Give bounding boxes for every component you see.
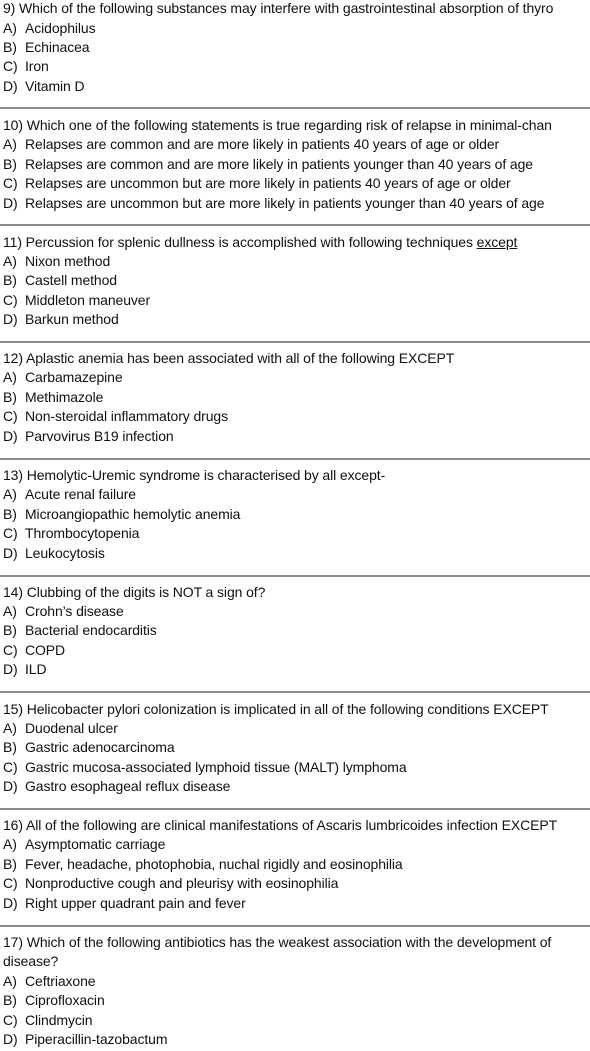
option-c (3, 758, 407, 778)
question-divider (0, 458, 590, 460)
option-text: Ciprofloxacin (25, 992, 105, 1008)
option-letter: D) (3, 311, 18, 327)
option-letter: A) (3, 369, 17, 385)
option-letter: C) (3, 875, 18, 891)
option-text: Acidophilus (25, 20, 96, 36)
option-c (3, 641, 65, 661)
option-text: Acute renal failure (25, 486, 136, 502)
option-c (3, 524, 139, 544)
option-letter: B) (3, 622, 17, 638)
option-letter: C) (3, 1012, 18, 1028)
option-text: Relapses are common and are more likely in patients 40 years of age or older (25, 136, 500, 152)
option-a (3, 719, 118, 739)
option-text: Right upper quadrant pain and fever (25, 895, 246, 911)
question-divider (0, 925, 590, 927)
option-text: Bacterial endocarditis (25, 622, 157, 638)
option-text: ILD (25, 661, 47, 677)
option-letter: A) (3, 973, 17, 989)
option-letter: B) (3, 39, 17, 55)
option-letter: B) (3, 156, 17, 172)
option-text: Duodenal ulcer (25, 720, 118, 736)
question-stem: 10) Which one of the following statements is true regarding risk of relapse in minimal-chan (3, 117, 552, 133)
option-a (3, 135, 499, 155)
option-d (3, 194, 544, 214)
option-letter: C) (3, 58, 18, 74)
option-text: Echinacea (25, 39, 90, 55)
option-text: Fever, headache, photophobia, nuchal rigidly and eosinophilia (25, 856, 403, 872)
option-d (3, 427, 174, 447)
option-letter: D) (3, 428, 18, 444)
option-letter: C) (3, 175, 18, 191)
option-b (3, 991, 105, 1011)
question-stem: 13) Hemolytic-Uremic syndrome is characterised by all except- (3, 467, 386, 483)
option-letter: A) (3, 486, 17, 502)
question-divider (0, 691, 590, 693)
option-d (3, 660, 47, 680)
option-letter: D) (3, 661, 18, 677)
option-a (3, 835, 165, 855)
question-stem: 15) Helicobacter pylori colonization is implicated in all of the following conditions EXCEPT (3, 701, 549, 717)
option-letter: B) (3, 739, 17, 755)
option-text: Carbamazepine (25, 369, 123, 385)
option-b (3, 271, 117, 291)
option-letter: A) (3, 603, 17, 619)
option-b (3, 738, 175, 758)
option-b (3, 388, 103, 408)
option-text: Methimazole (25, 389, 104, 405)
option-d (3, 777, 230, 797)
option-text: Gastric mucosa-associated lymphoid tissue (MALT) lymphoma (25, 759, 407, 775)
option-letter: B) (3, 856, 17, 872)
option-text: Non-steroidal inflammatory drugs (25, 408, 228, 424)
question-divider (0, 224, 590, 226)
option-letter: C) (3, 525, 18, 541)
option-text: Leukocytosis (25, 545, 105, 561)
option-a (3, 972, 96, 992)
option-c (3, 1011, 92, 1031)
option-a (3, 485, 136, 505)
option-b (3, 505, 240, 525)
option-letter: D) (3, 545, 18, 561)
option-letter: A) (3, 253, 17, 269)
option-text: Castell method (25, 272, 117, 288)
question-stem: 12) Aplastic anemia has been associated with all of the following EXCEPT (3, 350, 455, 366)
option-text: Crohn’s disease (25, 603, 124, 619)
option-c (3, 874, 338, 894)
option-letter: C) (3, 292, 18, 308)
option-text: Vitamin D (25, 78, 85, 94)
question-stem: 14) Clubbing of the digits is NOT a sign of? (3, 584, 266, 600)
option-letter: D) (3, 895, 18, 911)
option-b (3, 38, 89, 58)
question-stem: 9) Which of the following substances may interfere with gastrointestinal absorption of thyro (3, 0, 554, 16)
option-a (3, 252, 110, 272)
question-divider (0, 107, 590, 109)
option-b (3, 155, 533, 175)
option-d (3, 310, 119, 330)
option-d (3, 544, 105, 564)
question-stem-emphasis: except (476, 234, 518, 250)
option-letter: B) (3, 272, 17, 288)
question-divider (0, 575, 590, 577)
option-letter: A) (3, 836, 17, 852)
question-divider (0, 341, 590, 343)
option-letter: A) (3, 720, 17, 736)
option-letter: D) (3, 778, 18, 794)
option-text: Ceftriaxone (25, 973, 96, 989)
option-text: COPD (25, 642, 66, 658)
option-text: Nonproductive cough and pleurisy with eosinophilia (25, 875, 339, 891)
option-letter: D) (3, 195, 18, 211)
option-text: Middleton maneuver (25, 292, 151, 308)
option-letter: C) (3, 642, 18, 658)
option-text: Nixon method (25, 253, 111, 269)
option-b (3, 855, 403, 875)
option-letter: A) (3, 20, 17, 36)
option-letter: D) (3, 1031, 18, 1047)
option-letter: B) (3, 992, 17, 1008)
option-text: Thrombocytopenia (25, 525, 140, 541)
option-text: Parvovirus B19 infection (25, 428, 174, 444)
option-letter: C) (3, 759, 18, 775)
option-c (3, 57, 49, 77)
option-a (3, 19, 96, 39)
question-stem-text: 11) Percussion for splenic dullness is accomplished with following techniques (3, 234, 477, 250)
option-text: Relapses are uncommon but are more likely in patients 40 years of age or older (25, 175, 511, 191)
option-a (3, 602, 124, 622)
option-text: Barkun method (25, 311, 119, 327)
option-d (3, 77, 85, 97)
option-a (3, 368, 123, 388)
option-letter: B) (3, 389, 17, 405)
option-d (3, 1030, 167, 1050)
option-letter: A) (3, 136, 17, 152)
option-d (3, 894, 246, 914)
option-text: Gastric adenocarcinoma (25, 739, 175, 755)
option-text: Microangiopathic hemolytic anemia (25, 506, 241, 522)
option-text: Piperacillin-tazobactum (25, 1031, 168, 1047)
question-stem: 16) All of the following are clinical manifestations of Ascaris lumbricoides infection EXCEPT (3, 817, 558, 833)
option-b (3, 621, 157, 641)
option-text: Relapses are common and are more likely in patients younger than 40 years of age (25, 156, 533, 172)
option-c (3, 174, 511, 194)
option-c (3, 291, 150, 311)
question-stem (3, 233, 517, 253)
option-text: Iron (25, 58, 49, 74)
question-stem-continued: disease? (3, 953, 59, 969)
question-stem: 17) Which of the following antibiotics has the weakest association with the development of (3, 934, 552, 950)
question-divider (0, 808, 590, 810)
option-text: Asymptomatic carriage (25, 836, 166, 852)
option-c (3, 407, 228, 427)
option-text: Gastro esophageal reflux disease (25, 778, 231, 794)
option-text: Clindmycin (25, 1012, 93, 1028)
option-text: Relapses are uncommon but are more likely in patients younger than 40 years of age (25, 195, 545, 211)
option-letter: B) (3, 506, 17, 522)
option-letter: C) (3, 408, 18, 424)
option-letter: D) (3, 78, 18, 94)
